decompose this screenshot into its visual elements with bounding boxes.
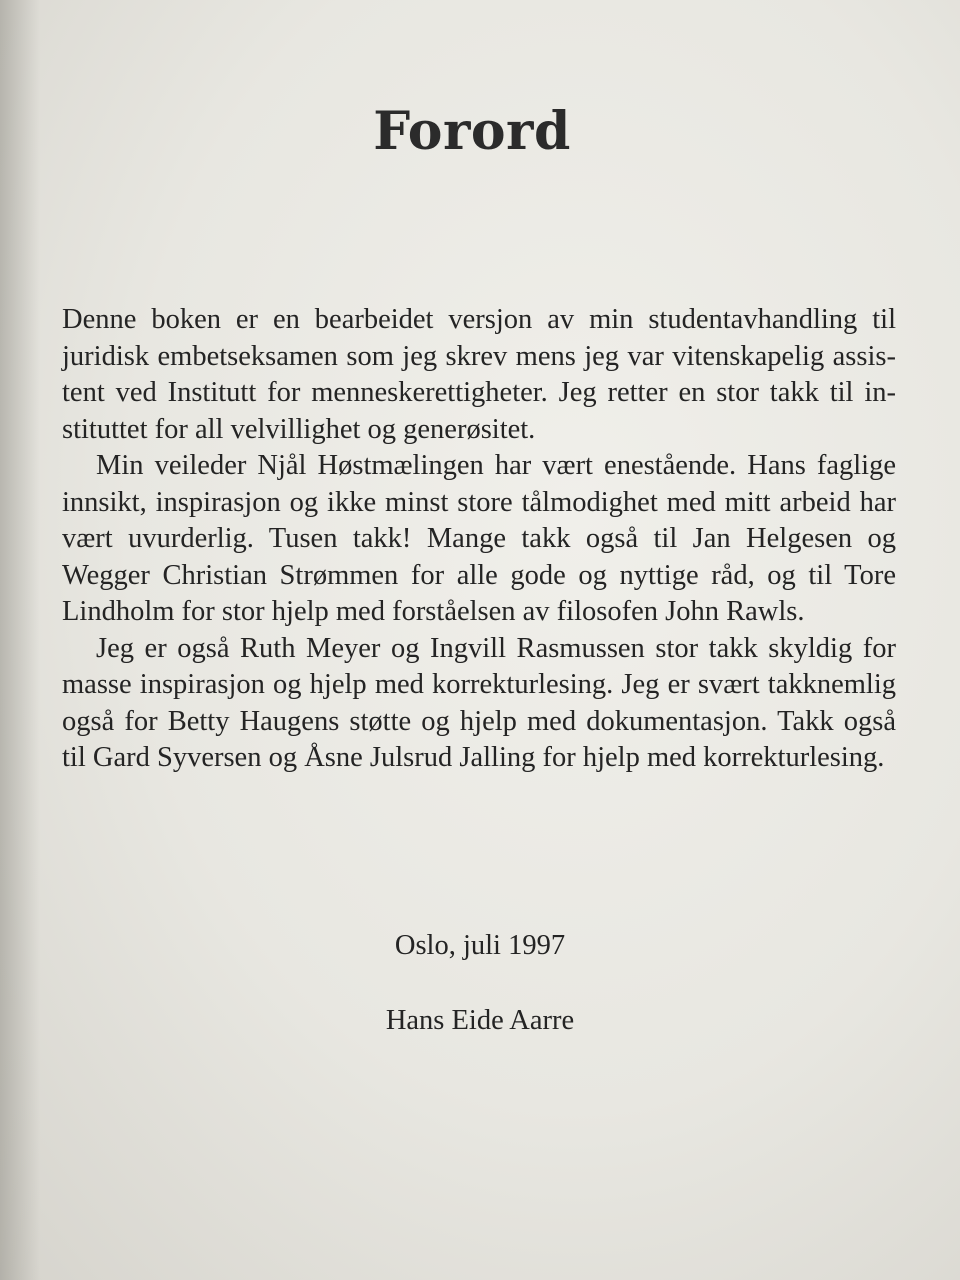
place-date: Oslo, juli 1997 bbox=[394, 930, 566, 961]
preface-body bbox=[62, 302, 896, 777]
paragraph-1: Denne boken er en bearbeidet versjon av min studentavhandling til juridisk embetseksamen som jeg skrev mens jeg var vitenskapelig assistent ved Institutt for menneskerettigheter. Jeg retter en stor takk til instituttet for all velvillighet og generøsitet. bbox=[62, 304, 896, 445]
paragraph-2: Min veileder Njål Høstmælingen har vært enestående. Hans faglige innsikt, inspirasjon og ikke minst store tålmodighet med mitt arbeid har vært uvurderlig. Tusen takk! Mange takk også til Jan Helgesen og Wegger Christian Strømmen for alle gode og nyttige råd, og til Tore Lindholm for stor hjelp med forståelsen av filosofen John Rawls. bbox=[62, 450, 896, 627]
author-name: Hans Eide Aarre bbox=[385, 1005, 575, 1036]
paragraph-3: Jeg er også Ruth Meyer og Ingvill Rasmussen stor takk skyldig for masse inspirasjon og hjelp med korrekturlesing. Jeg er svært takknemlig også for Betty Haugens støtte og hjelp med dokumentasjon. Takk også til Gard Syversen og Åsne Julsrud Jalling for hjelp med korrekturlesing. bbox=[62, 632, 896, 773]
page-title: Forord bbox=[373, 100, 571, 162]
spine-shadow bbox=[0, 0, 40, 1280]
